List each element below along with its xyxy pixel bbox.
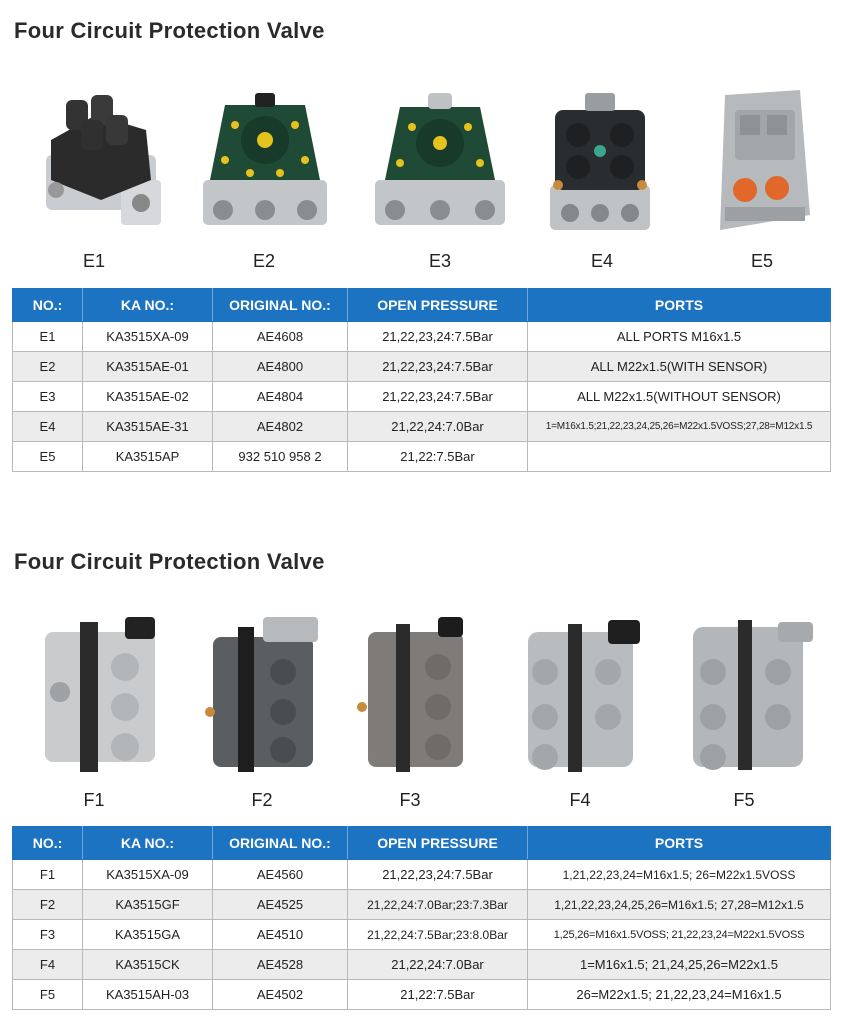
valve-green-sensor-icon	[195, 85, 335, 235]
table-row	[13, 890, 831, 920]
cell-ports: ALL M22x1.5(WITHOUT SENSOR)	[528, 382, 831, 412]
table-row	[13, 382, 831, 412]
product-code-e4: E4	[590, 251, 614, 271]
cell-ka-no: KA3515AE-31	[83, 412, 213, 442]
cell-no: E1	[13, 322, 83, 352]
cell-original-no: AE4804	[213, 382, 348, 412]
cell-ports: 1,25,26=M16x1.5VOSS; 21,22,23,24=M22x1.5VOSS	[528, 920, 831, 950]
product-image-f2	[195, 612, 330, 777]
cell-no: F5	[13, 980, 83, 1010]
cell-open-pressure: 21,22,24:7.0Bar	[348, 412, 528, 442]
product-code-f5: F5	[733, 790, 755, 810]
cell-open-pressure: 21,22:7.5Bar	[348, 442, 528, 472]
product-image-f3	[345, 612, 480, 777]
header-ports: PORTS	[528, 827, 831, 860]
cell-original-no: AE4802	[213, 412, 348, 442]
header-ports: PORTS	[528, 289, 831, 322]
cell-no: F3	[13, 920, 83, 950]
cell-original-no: 932 510 958 2	[213, 442, 348, 472]
table-row	[13, 920, 831, 950]
cell-open-pressure: 21,22,24:7.5Bar;23:8.0Bar	[348, 920, 528, 950]
product-code-f1: F1	[83, 790, 105, 810]
cell-ports: 1,21,22,23,24=M16x1.5; 26=M22x1.5VOSS	[528, 860, 831, 890]
product-code-e1: E1	[82, 251, 106, 271]
product-code-f2: F2	[251, 790, 273, 810]
cell-no: E2	[13, 352, 83, 382]
valve-dark-multiport-icon	[540, 85, 660, 235]
cell-ka-no: KA3515XA-09	[83, 860, 213, 890]
table-row	[13, 860, 831, 890]
spec-table-f	[12, 826, 831, 1010]
product-image-e5	[700, 85, 820, 235]
table-header-row	[13, 289, 831, 322]
cell-open-pressure: 21,22,23,24:7.5Bar	[348, 860, 528, 890]
header-original-no: ORIGINAL NO.:	[213, 289, 348, 322]
product-image-f1	[25, 612, 175, 777]
cell-no: F4	[13, 950, 83, 980]
cell-original-no: AE4800	[213, 352, 348, 382]
cell-ports: 1=M16x1.5;21,22,23,24,25,26=M22x1.5VOSS;27,28=M12x1.5	[528, 412, 831, 442]
cell-no: E3	[13, 382, 83, 412]
valve-aluminum-icon	[513, 612, 648, 777]
cell-ka-no: KA3515CK	[83, 950, 213, 980]
cell-open-pressure: 21,22,23,24:7.5Bar	[348, 322, 528, 352]
cell-ports: ALL M22x1.5(WITH SENSOR)	[528, 352, 831, 382]
cell-ports: ALL PORTS M16x1.5	[528, 322, 831, 352]
cell-original-no: AE4560	[213, 860, 348, 890]
product-image-e3	[365, 85, 515, 235]
header-original-no: ORIGINAL NO.:	[213, 827, 348, 860]
cell-original-no: AE4525	[213, 890, 348, 920]
cell-no: F2	[13, 890, 83, 920]
product-image-f5	[675, 612, 820, 777]
table-row	[13, 322, 831, 352]
cell-no: F1	[13, 860, 83, 890]
cell-open-pressure: 21,22,24:7.0Bar	[348, 950, 528, 980]
product-image-e2	[190, 85, 340, 235]
cell-original-no: AE4608	[213, 322, 348, 352]
cell-ka-no: KA3515AE-02	[83, 382, 213, 412]
cell-ports: 1,21,22,23,24,25,26=M16x1.5; 27,28=M12x1.5	[528, 890, 831, 920]
valve-silver-orange-icon	[705, 85, 815, 235]
product-code-e3: E3	[428, 251, 452, 271]
cell-original-no: AE4502	[213, 980, 348, 1010]
cell-ka-no: KA3515XA-09	[83, 322, 213, 352]
cell-no: E4	[13, 412, 83, 442]
valve-aluminum-tall-icon	[678, 612, 818, 777]
product-code-e5: E5	[750, 251, 774, 271]
header-ka-no: KA NO.:	[83, 289, 213, 322]
cell-ka-no: KA3515AE-01	[83, 352, 213, 382]
cell-open-pressure: 21,22,23,24:7.5Bar	[348, 352, 528, 382]
section-e-title: Four Circuit Protection Valve	[14, 18, 325, 43]
valve-grey-icon	[348, 612, 478, 777]
valve-dark-grey-icon	[198, 612, 328, 777]
product-code-f3: F3	[399, 790, 421, 810]
table-row	[13, 412, 831, 442]
cell-open-pressure: 21,22,24:7.0Bar;23:7.3Bar	[348, 890, 528, 920]
table-row	[13, 442, 831, 472]
cell-no: E5	[13, 442, 83, 472]
cell-ports: 1=M16x1.5; 21,24,25,26=M22x1.5	[528, 950, 831, 980]
cell-original-no: AE4510	[213, 920, 348, 950]
product-code-f4: F4	[569, 790, 591, 810]
cell-ka-no: KA3515GA	[83, 920, 213, 950]
table-row	[13, 980, 831, 1010]
table-row	[13, 950, 831, 980]
cell-ka-no: KA3515AP	[83, 442, 213, 472]
valve-black-icon	[26, 85, 166, 235]
header-ka-no: KA NO.:	[83, 827, 213, 860]
product-image-f4	[510, 612, 650, 777]
valve-green-icon	[370, 85, 510, 235]
cell-original-no: AE4528	[213, 950, 348, 980]
product-code-e2: E2	[252, 251, 276, 271]
cell-ka-no: KA3515AH-03	[83, 980, 213, 1010]
section-f-title: Four Circuit Protection Valve	[14, 549, 325, 574]
cell-ports	[528, 442, 831, 472]
cell-open-pressure: 21,22:7.5Bar	[348, 980, 528, 1010]
header-open-pressure: OPEN PRESSURE	[348, 289, 528, 322]
header-no: NO.:	[13, 289, 83, 322]
header-open-pressure: OPEN PRESSURE	[348, 827, 528, 860]
product-image-e1	[18, 85, 173, 235]
header-no: NO.:	[13, 827, 83, 860]
cell-ports: 26=M22x1.5; 21,22,23,24=M16x1.5	[528, 980, 831, 1010]
cell-ka-no: KA3515GF	[83, 890, 213, 920]
cell-open-pressure: 21,22,23,24:7.5Bar	[348, 382, 528, 412]
valve-silver-black-icon	[30, 612, 170, 777]
product-image-e4	[535, 85, 665, 235]
spec-table-e	[12, 288, 831, 472]
table-header-row	[13, 827, 831, 860]
table-row	[13, 352, 831, 382]
